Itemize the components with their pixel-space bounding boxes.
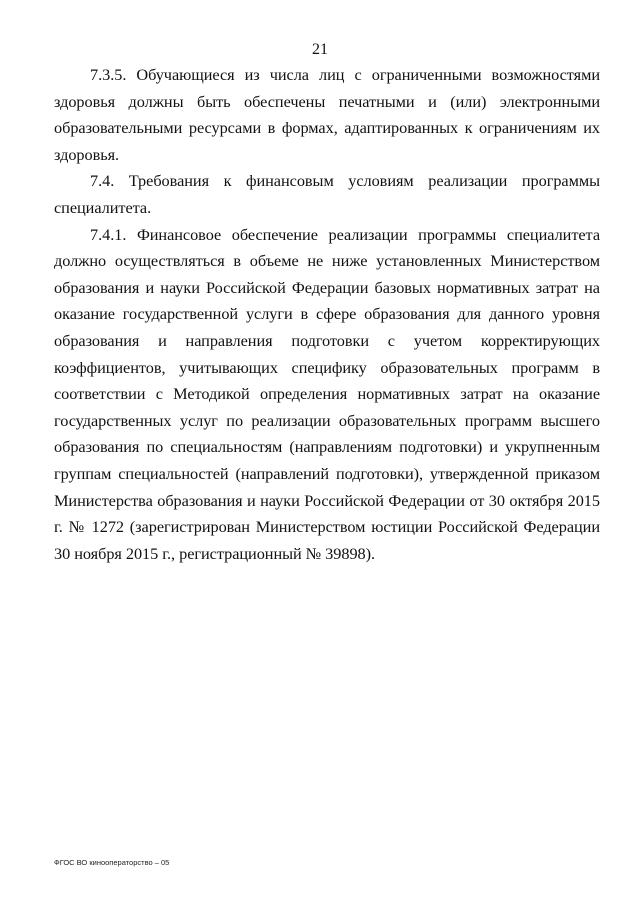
page-footer: ФГОС ВО кинооператорство – 05 [54,858,170,867]
document-body [54,62,600,567]
paragraph-7-4: 7.4. Требования к финансовым условиям реализации программы специалитета. [54,171,600,217]
paragraph-7-3-5: 7.3.5. Обучающиеся из числа лиц с ограниченными возможностями здоровья должны быть обеспечены печатными и (или) электронными образовательными ресурсами в формах, адаптированных к ограничениям их здоровья. [54,65,600,164]
paragraph-7-4-1: 7.4.1. Финансовое обеспечение реализации программы специалитета должно осуществляться в объеме не ниже установленных Министерством образования и науки Российской Федерации базовых нормативных затрат на оказание государственной услуги в сфере образования для данного уровня образования и направления подготовки с учетом корректирующих коэффициентов, учитывающих специфику образовательных программ в соответствии с Методикой определения нормативных затрат на оказание государственных услуг по реализации образовательных программ высшего образования по специальностям (направлениям подготовки) и укрупненным группам специальностей (направлений подготовки), утвержденной приказом Министерства образования и науки Российской Федерации от 30 октября 2015 г. № 1272 (зарегистрирован Министерством юстиции Российской Федерации 30 ноября 2015 г., регистрационный № 39898). [54,224,600,563]
page-number: 21 [312,41,328,58]
